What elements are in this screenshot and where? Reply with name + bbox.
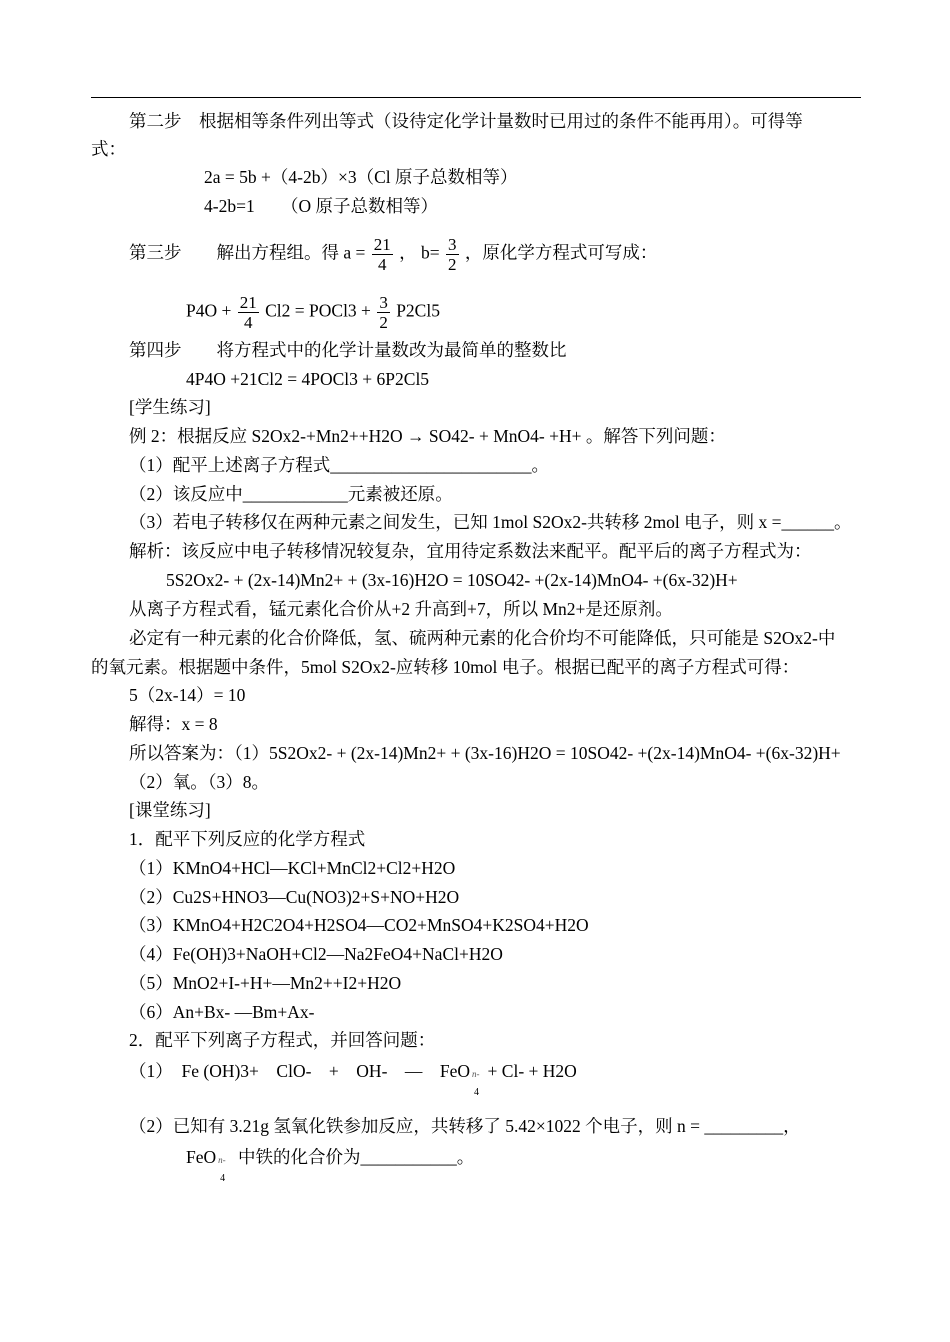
exercise-1-2: （2）Cu2S+HNO3—Cu(NO3)2+S+NO+H2O — [129, 887, 460, 907]
exercise-2-title: 2．配平下列离子方程式，并回答问题： — [129, 1030, 436, 1050]
eq-part-2: Cl2 = POCl3 + — [265, 300, 371, 321]
feo-label: FeO — [186, 1147, 217, 1167]
equation-x: 5（2x-14）= 10 — [129, 685, 246, 705]
exercise-2-2: （2）已知有 3.21g 氢氧化铁参加反应，共转移了 5.42×1022 个电子，则 n = _________， — [129, 1116, 801, 1136]
feo-ion: n- 4 — [472, 1069, 480, 1098]
ex21-right: + Cl- + H2O — [487, 1061, 577, 1081]
comma: ， — [399, 242, 417, 263]
var-a: a = — [343, 242, 366, 263]
eq-part-3: P2Cl5 — [396, 300, 440, 321]
integer-equation: 4P4O +21Cl2 = 4POCl3 + 6P2Cl5 — [186, 369, 430, 389]
exercise-1-4: （4）Fe(OH)3+NaOH+Cl2—Na2FeO4+NaCl+H2O — [129, 944, 503, 964]
example-2: 例 2：根据反应 S2Ox2-+Mn2++H2O → SO42- + MnO4- +H+ 。解答下列问题： — [129, 426, 726, 446]
solution-x: 解得：x = 8 — [129, 714, 218, 734]
fraction-3-2-b: $\frac{3}{2}$ — [379, 293, 388, 332]
step3-text: 第三步 解出方程组。得 — [129, 242, 339, 263]
step3-tail: ，原化学方程式可写成： — [464, 242, 658, 263]
analysis-oxygen-cont: 的氧元素。根据题中条件，5mol S2Ox2-应转移 10mol 电子。根据已配平的离子方程式可得： — [91, 657, 800, 677]
equation-o: 4-2b=1 （O 原子总数相等） — [204, 196, 438, 216]
fraction-21-4: $\frac{21}{4}$ — [373, 235, 391, 274]
fraction-21-4-b: $\frac{21}{4}$ — [239, 293, 257, 332]
exercise-1-1: （1）KMnO4+HCl—KCl+MnCl2+Cl2+H2O — [129, 858, 456, 878]
exercise-1-title: 1．配平下列反应的化学方程式 — [129, 829, 366, 849]
exercise-1-3: （3）KMnO4+H2C2O4+H2SO4—CO2+MnSO4+K2SO4+H2O — [129, 915, 589, 935]
fraction-3-2: $\frac{3}{2}$ — [448, 235, 457, 274]
step2-line: 第二步 根据相等条件列出等式（设待定化学计量数时已用过的条件不能再用）。可得等 — [129, 111, 803, 131]
fraction-equation — [186, 293, 440, 332]
analysis-oxygen: 必定有一种元素的化合价降低，氢、硫两种元素的化合价均不可能降低，只可能是 S2Ox2-中 — [129, 628, 836, 648]
step3-line — [129, 235, 657, 274]
section-student-practice: [学生练习] — [129, 397, 211, 417]
step2-line-cont: 式： — [91, 139, 126, 159]
equation-cl: 2a = 5b +（4-2b）×3（Cl 原子总数相等） — [204, 167, 518, 187]
analysis-mn: 从离子方程式看，锰元素化合价从+2 升高到+7，所以 Mn2+是还原剂。 — [129, 599, 673, 619]
eq-part-1: P4O + — [186, 300, 232, 321]
exercise-1-6: （6）An+Bx- —Bm+Ax- — [129, 1002, 315, 1022]
ex21-left: （1） Fe (OH)3+ ClO- + OH- — FeO — [129, 1061, 471, 1081]
analysis-line: 解析：该反应中电子转移情况较复杂，宜用待定系数法来配平。配平后的离子方程式为： — [129, 541, 812, 561]
balanced-equation: 5S2Ox2- + (2x-14)Mn2+ + (3x-16)H2O = 10SO42- +(2x-14)MnO4- +(6x-32)H+ — [166, 570, 738, 590]
header-rule — [91, 97, 861, 98]
exercise-2-1 — [129, 1060, 577, 1098]
section-class-practice: [课堂练习] — [129, 800, 211, 820]
question-1: （1）配平上述离子方程式_______________________。 — [129, 455, 549, 475]
exercise-2-2-cont — [186, 1146, 475, 1184]
step4-line: 第四步 将方程式中的化学计量数改为最简单的整数比 — [129, 340, 567, 360]
answer-line-2: （2）氧。（3）8。 — [129, 772, 269, 792]
answer-line: 所以答案为：（1）5S2Ox2- + (2x-14)Mn2+ + (3x-16)H2O = 10SO42- +(2x-14)MnO4- +(6x-32)H+ — [129, 743, 841, 763]
question-3: （3）若电子转移仅在两种元素之间发生，已知 1mol S2Ox2-共转移 2mol 电子，则 x =______。 — [129, 512, 852, 532]
feo-ion-2: n- 4 — [218, 1155, 226, 1184]
var-b: b= — [421, 242, 440, 263]
question-2: （2）该反应中____________元素被还原。 — [129, 484, 453, 504]
exercise-1-5: （5）MnO2+I-+H+—Mn2++I2+H2O — [129, 973, 402, 993]
valence-question: 中铁的化合价为___________。 — [238, 1147, 475, 1167]
